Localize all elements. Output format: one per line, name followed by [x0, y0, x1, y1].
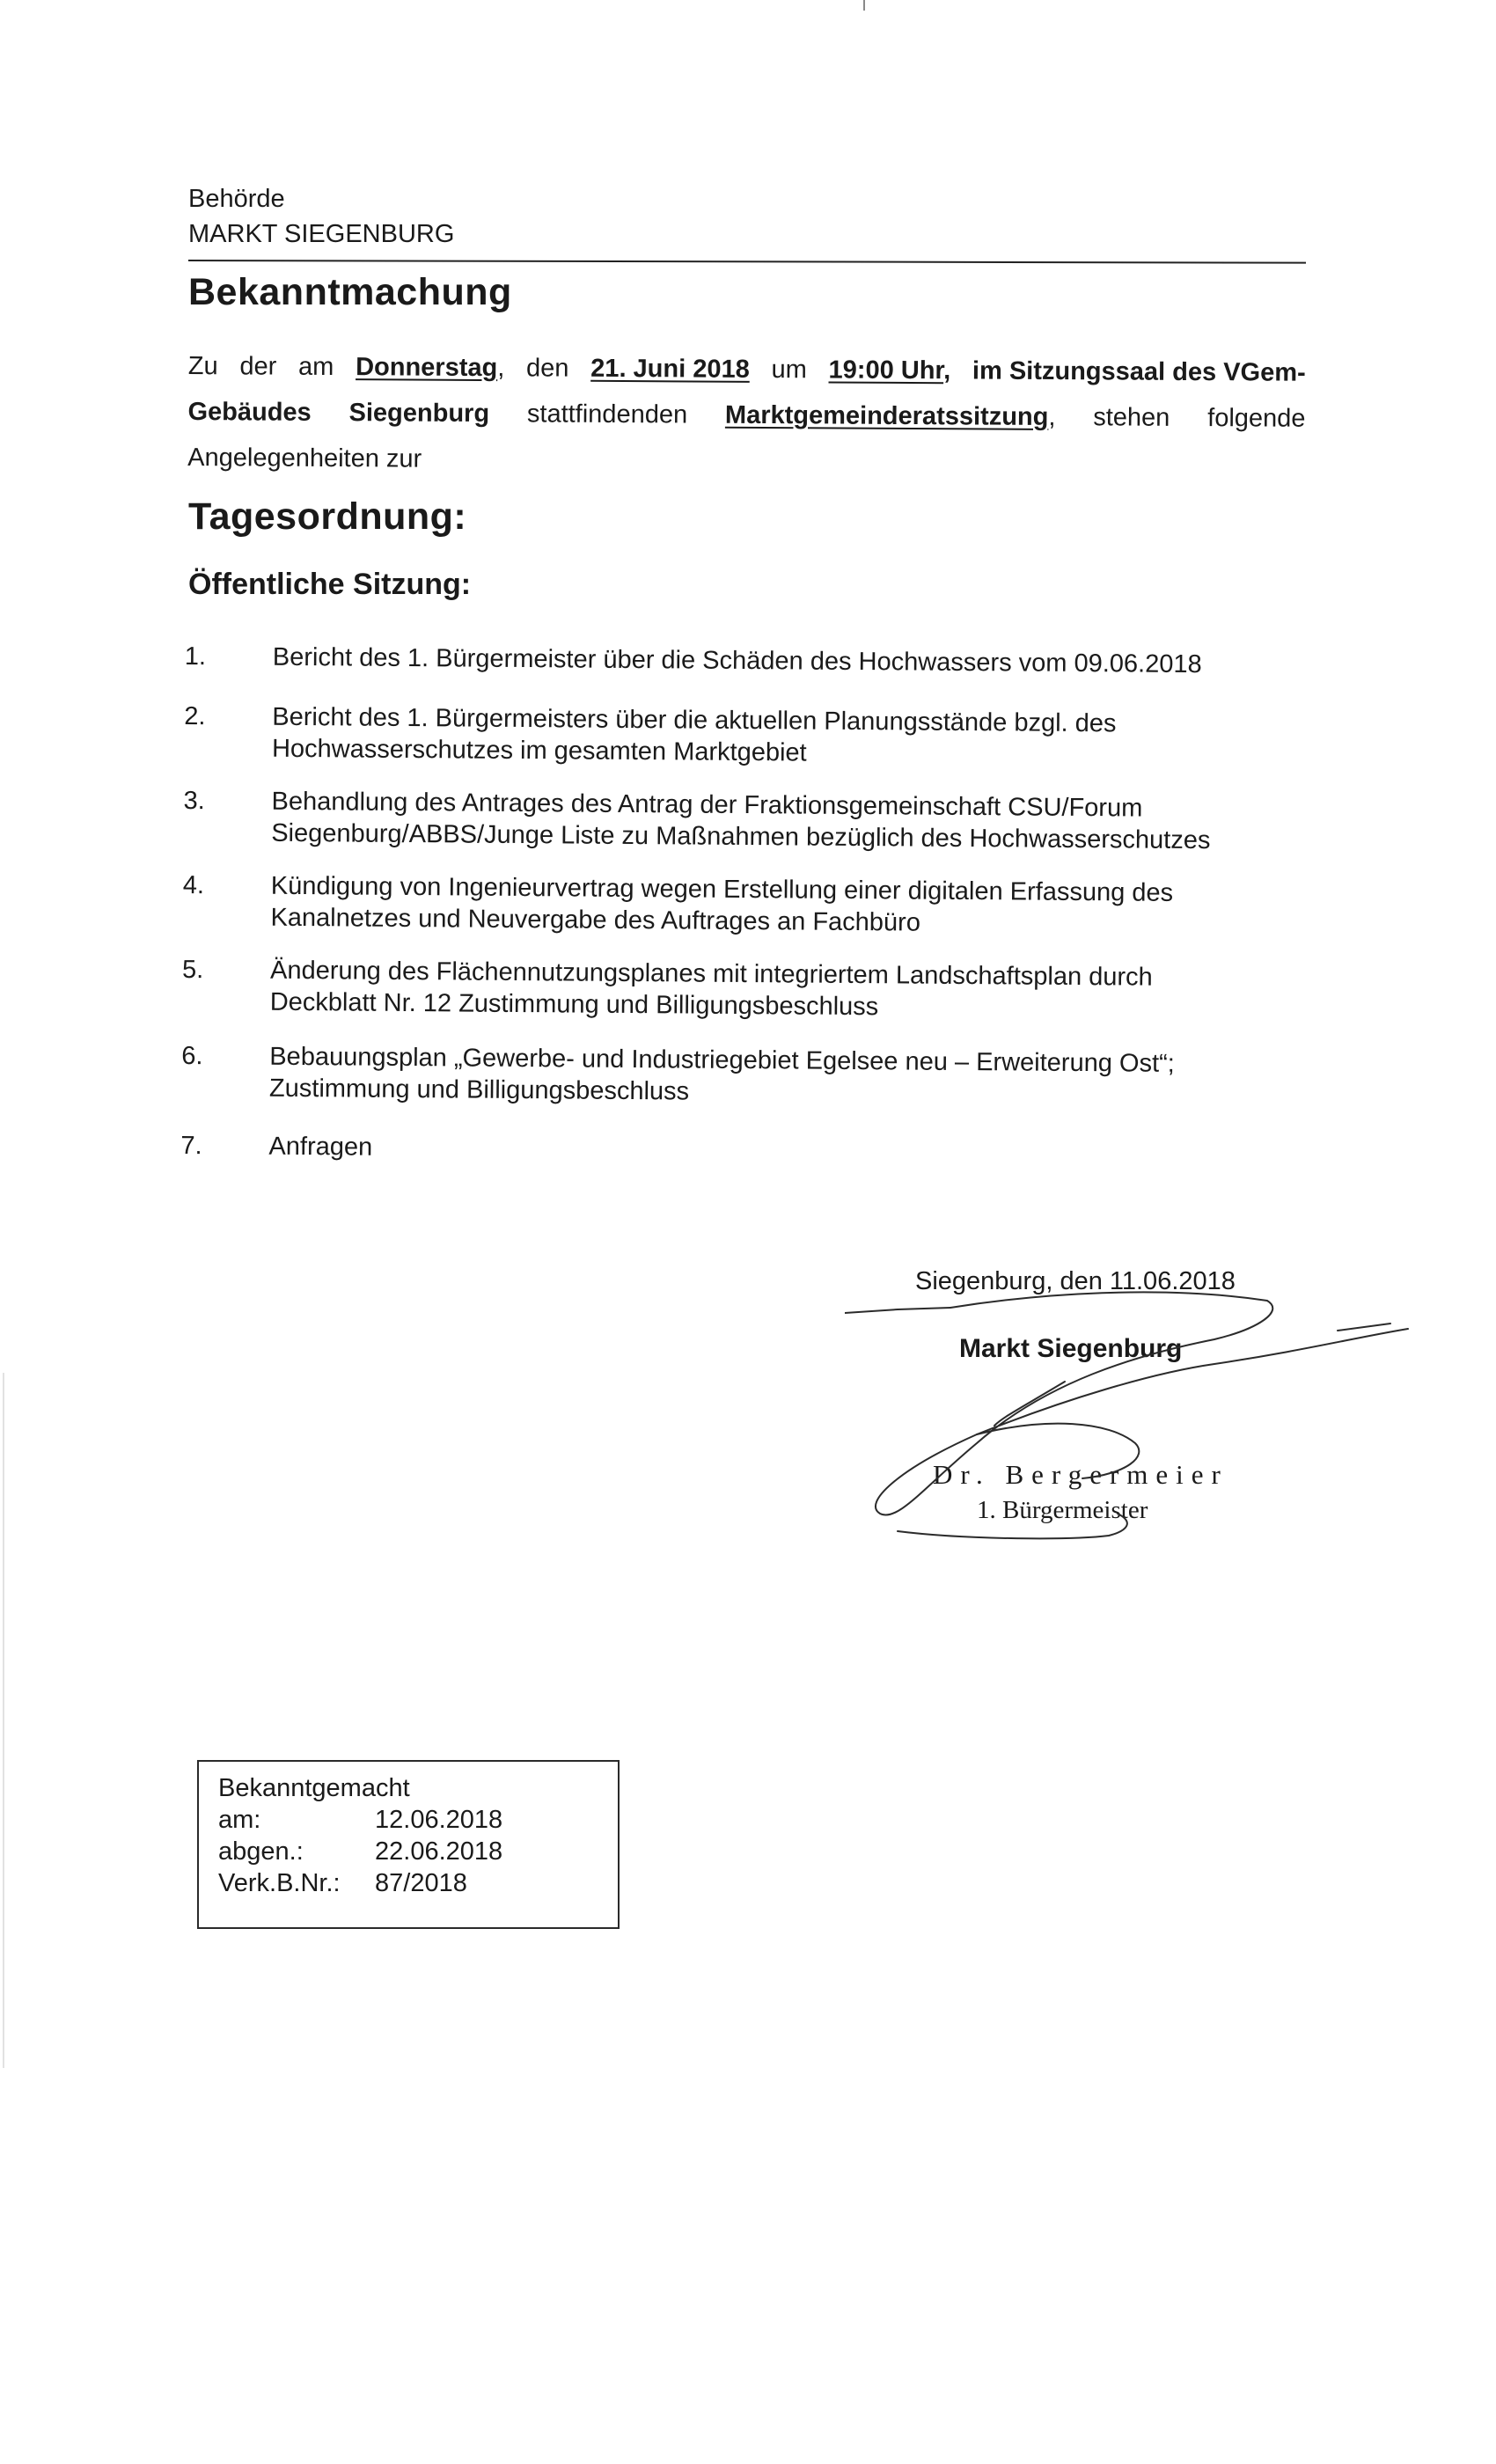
intro-word: Angelegenheiten zur: [187, 443, 422, 473]
meeting-time: 19:00 Uhr: [828, 356, 944, 385]
intro-line-3: [187, 435, 1305, 488]
agenda-item-line: Hochwasserschutzes im gesamten Marktgebiet: [271, 734, 807, 767]
intro-word: um: [771, 356, 807, 385]
venue-town: Siegenburg: [348, 399, 490, 429]
meeting-weekday: Donnerstag: [356, 353, 498, 383]
authority-name: MARKT SIEGENBURG: [188, 220, 455, 248]
agenda-item-line: Behandlung des Antrages des Antrag der Fraktionsgemeinschaft CSU/Forum: [271, 787, 1143, 823]
agenda-item-text: [273, 642, 1311, 681]
stamp-row: [218, 1867, 618, 1899]
agenda-item-number: 5.: [181, 955, 204, 985]
stamp-key: Verk.B.Nr.:: [218, 1869, 341, 1897]
intro-word: Zu: [187, 351, 218, 381]
agenda-item-number: 6.: [181, 1041, 203, 1071]
agenda-item-text: [271, 786, 1310, 857]
signature-place-date: Siegenburg, den 11.06.2018: [915, 1267, 1236, 1295]
intro-word: am: [298, 352, 334, 382]
agenda-item-number: 4.: [182, 870, 205, 900]
agenda-item-text: [270, 955, 1309, 1026]
intro-word: den: [526, 354, 569, 383]
signature-block: [845, 1267, 1426, 1558]
stamp-row: [218, 1836, 618, 1867]
agenda-item-line: Bericht des 1. Bürgermeister über die Schäden des Hochwassers vom 09.06.2018: [272, 642, 1202, 679]
agenda-item-line: Anfragen: [268, 1132, 373, 1162]
signatory-role: 1. Bürgermeister: [977, 1496, 1148, 1524]
document-title: Bekanntmachung: [188, 271, 512, 313]
agenda-item-number: 7.: [180, 1131, 202, 1161]
agenda-item-number: 2.: [184, 701, 206, 731]
stamp-key: abgen.:: [218, 1837, 304, 1866]
signatory-name: Dr. Bergermeier: [933, 1459, 1228, 1490]
intro-word: ,: [497, 354, 505, 383]
scan-edge-line: [3, 1373, 4, 2068]
agenda-list: [180, 641, 1329, 1162]
agenda-item-number: 3.: [183, 786, 205, 816]
publication-stamp: [197, 1760, 620, 1929]
agenda-item: [181, 1040, 1325, 1106]
agenda-item-number: 1.: [184, 642, 207, 671]
agenda-item-line: Änderung des Flächennutzungsplanes mit integriertem Landschaftsplan durch: [269, 956, 1153, 992]
authority-label: Behörde: [188, 185, 285, 213]
agenda-item: [180, 1130, 1325, 1162]
agenda-item: [183, 785, 1328, 855]
agenda-item-text: [270, 870, 1309, 942]
meeting-date: 21. Juni 2018: [590, 354, 750, 384]
agenda-item-text: [272, 701, 1311, 773]
intro-word: stattfindenden: [526, 400, 688, 429]
intro-word: folgende: [1207, 404, 1306, 433]
agenda-item-line: Kanalnetzes und Neuvergabe des Auftrages an Fachbüro: [270, 903, 921, 937]
stamp-value: 12.06.2018: [375, 1806, 503, 1834]
stamp-key: am:: [218, 1806, 261, 1834]
intro-word: ,: [943, 356, 951, 385]
venue-building: Gebäudes: [187, 397, 312, 427]
signature-organization: Markt Siegenburg: [959, 1334, 1183, 1363]
agenda-item: [182, 869, 1327, 937]
agenda-item-line: Bericht des 1. Bürgermeisters über die aktuellen Planungsstände bzgl. des: [272, 702, 1117, 738]
agenda-item-text: [269, 1041, 1309, 1112]
agenda-item-text: [268, 1131, 1307, 1170]
intro-word: stehen: [1093, 403, 1170, 432]
agenda-item-line: Kündigung von Ingenieurvertrag wegen Erstellung einer digitalen Erfassung des: [270, 871, 1174, 907]
intro-line-2: [187, 389, 1305, 442]
stamp-value: 22.06.2018: [375, 1837, 503, 1866]
meeting-venue: im Sitzungssaal des VGem-: [972, 356, 1306, 387]
agenda-item: [184, 700, 1328, 767]
intro-line-1: [188, 343, 1306, 396]
agenda-item: [181, 954, 1326, 1022]
agenda-item: [184, 641, 1329, 679]
header-divider: [188, 260, 1306, 264]
agenda-heading: Tagesordnung:: [188, 495, 467, 538]
intro-word: der: [239, 352, 277, 381]
session-heading: Öffentliche Sitzung:: [188, 568, 472, 601]
meeting-type: Marktgemeinderatssitzung: [724, 400, 1049, 431]
stamp-value: 87/2018: [375, 1869, 467, 1897]
intro-word: ,: [1048, 402, 1056, 432]
intro-paragraph: [187, 343, 1306, 488]
authority-header: [188, 181, 1306, 252]
stamp-title: Bekanntgemacht: [218, 1774, 410, 1802]
agenda-item-line: Siegenburg/ABBS/Junge Liste zu Maßnahmen bezüglich des Hochwasserschutzes: [271, 818, 1211, 855]
agenda-item-line: Zustimmung und Billigungsbeschluss: [268, 1074, 690, 1106]
scan-top-mark: [863, 0, 865, 11]
agenda-item-line: Bebauungsplan „Gewerbe- und Industriegebiet Egelsee neu – Erweiterung Ost“;: [269, 1042, 1175, 1078]
stamp-row: [218, 1804, 618, 1836]
agenda-item-line: Deckblatt Nr. 12 Zustimmung und Billigungsbeschluss: [269, 987, 879, 1022]
